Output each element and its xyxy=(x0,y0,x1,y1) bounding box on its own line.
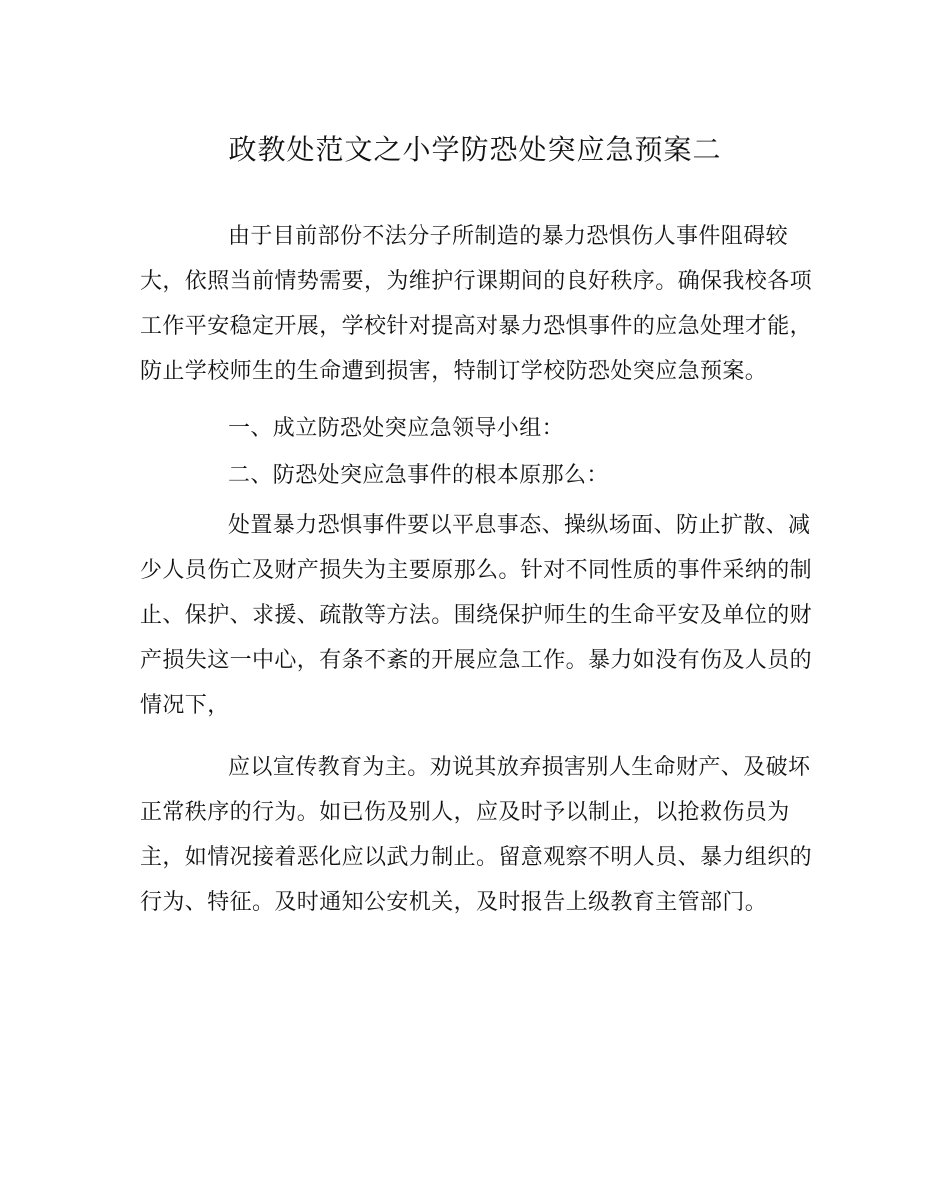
section-heading: 二、防恐处突应急事件的根本原那么： xyxy=(228,463,609,488)
body-line: 由于目前部份不法分子所制造的暴力恐惧伤人事件阻碍较 xyxy=(228,224,789,249)
body-line: 正常秩序的行为。如已伤及别人，应及时予以制止，以抢救伤员为 xyxy=(140,800,790,825)
document-title: 政教处范文之小学防恐处突应急预案二 xyxy=(228,133,722,166)
section-heading: 一、成立防恐处突应急领导小组： xyxy=(228,416,565,441)
body-line: 少人员伤亡及财产损失为主要原那么。针对不同性质的事件采纳的制 xyxy=(140,558,813,583)
body-line: 大，依照当前情势需要，为维护行课期间的良好秩序。确保我校各项 xyxy=(140,269,813,294)
body-line: 处置暴力恐惧事件要以平息事态、操纵场面、防止扩散、减 xyxy=(228,513,811,538)
body-line: 主，如情况接着恶化应以武力制止。留意观察不明人员、暴力组织的 xyxy=(140,845,813,870)
body-line: 止、保护、求援、疏散等方法。围绕保护师生的生命平安及单位的财 xyxy=(140,603,813,628)
body-line: 情况下， xyxy=(140,693,230,718)
body-line: 行为、特征。及时通知公安机关，及时报告上级教育主管部门。 xyxy=(140,890,768,915)
body-line: 工作平安稳定开展，学校针对提高对暴力恐惧事件的应急处理才能， xyxy=(140,314,813,339)
body-line: 应以宣传教育为主。劝说其放弃损害别人生命财产、及破坏 xyxy=(228,755,811,780)
body-line: 防止学校师生的生命遭到损害，特制订学校防恐处突应急预案。 xyxy=(140,359,768,384)
body-line: 产损失这一中心，有条不紊的开展应急工作。暴力如没有伤及人员的 xyxy=(140,648,813,673)
